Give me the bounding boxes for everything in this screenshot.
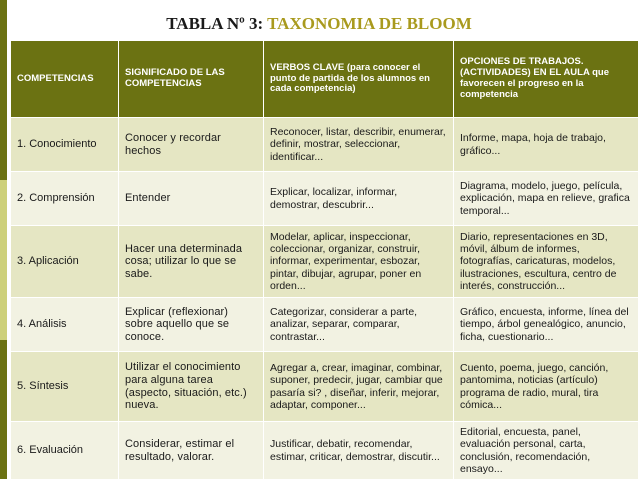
cell-competencia: 5. Síntesis <box>11 352 119 422</box>
cell-opciones: Cuento, poema, juego, canción, pantomima, noticias (artículo) programa de radio, mural, tira cómica... <box>454 352 638 422</box>
cell-verbos: Agregar a, crear, imaginar, combinar, suponer, predecir, jugar, cambiar que pasaría si? , diseñar, inferir, mejorar, adaptar, componer... <box>264 352 454 422</box>
left-accent-bar-light <box>0 180 7 340</box>
cell-verbos: Justificar, debatir, recomendar, estimar, criticar, demostrar, discutir... <box>264 422 454 479</box>
cell-competencia: 3. Aplicación <box>11 226 119 298</box>
title-prefix: TABLA Nº 3: <box>166 14 264 33</box>
cell-verbos: Modelar, aplicar, inspeccionar, coleccionar, organizar, construir, informar, experimentar, esbozar, pintar, dibujar, agrupar, poner en orden... <box>264 226 454 298</box>
bloom-taxonomy-table <box>10 40 638 479</box>
page-title <box>0 14 638 36</box>
cell-competencia: 2. Comprensión <box>11 172 119 226</box>
table-row <box>11 422 638 479</box>
cell-competencia: 4. Análisis <box>11 298 119 352</box>
table-row <box>11 352 638 422</box>
table-header-row <box>11 41 638 118</box>
cell-opciones: Informe, mapa, hoja de trabajo, gráfico... <box>454 118 638 172</box>
cell-significado: Hacer una determinada cosa; utilizar lo que se sabe. <box>119 226 264 298</box>
header-opciones: OPCIONES DE TRABAJOS. (ACTIVIDADES) EN EL AULA que favorecen el progreso en la competencia <box>454 41 638 118</box>
header-verbos: VERBOS CLAVE (para conocer el punto de partida de los alumnos en cada competencia) <box>264 41 454 118</box>
title-accent: TAXONOMIA DE BLOOM <box>267 14 472 33</box>
table-row <box>11 226 638 298</box>
table-row <box>11 118 638 172</box>
cell-verbos: Reconocer, listar, describir, enumerar, definir, mostrar, seleccionar, identificar... <box>264 118 454 172</box>
cell-significado: Entender <box>119 172 264 226</box>
cell-opciones: Gráfico, encuesta, informe, línea del tiempo, árbol genealógico, anuncio, ficha, cuestionario... <box>454 298 638 352</box>
cell-opciones: Diagrama, modelo, juego, película, explicación, mapa en relieve, grafica temporal... <box>454 172 638 226</box>
cell-verbos: Categorizar, considerar a parte, analizar, separar, comparar, contrastar... <box>264 298 454 352</box>
cell-significado: Considerar, estimar el resultado, valorar. <box>119 422 264 479</box>
table-row <box>11 172 638 226</box>
cell-opciones: Editorial, encuesta, panel, evaluación personal, carta, conclusión, recomendación, ensayo... <box>454 422 638 479</box>
cell-significado: Explicar (reflexionar) sobre aquello que se conoce. <box>119 298 264 352</box>
cell-significado: Utilizar el conocimiento para alguna tarea (aspecto, situación, etc.) nueva. <box>119 352 264 422</box>
cell-verbos: Explicar, localizar, informar, demostrar, descubrir... <box>264 172 454 226</box>
cell-competencia: 6. Evaluación <box>11 422 119 479</box>
cell-competencia: 1. Conocimiento <box>11 118 119 172</box>
cell-opciones: Diario, representaciones en 3D, móvil, álbum de informes, fotografías, caricaturas, modelos, ilustraciones, escultura, centro de interés, construcción... <box>454 226 638 298</box>
cell-significado: Conocer y recordar hechos <box>119 118 264 172</box>
header-competencias: COMPETENCIAS <box>11 41 119 118</box>
table-row <box>11 298 638 352</box>
header-significado: SIGNIFICADO DE LAS COMPETENCIAS <box>119 41 264 118</box>
